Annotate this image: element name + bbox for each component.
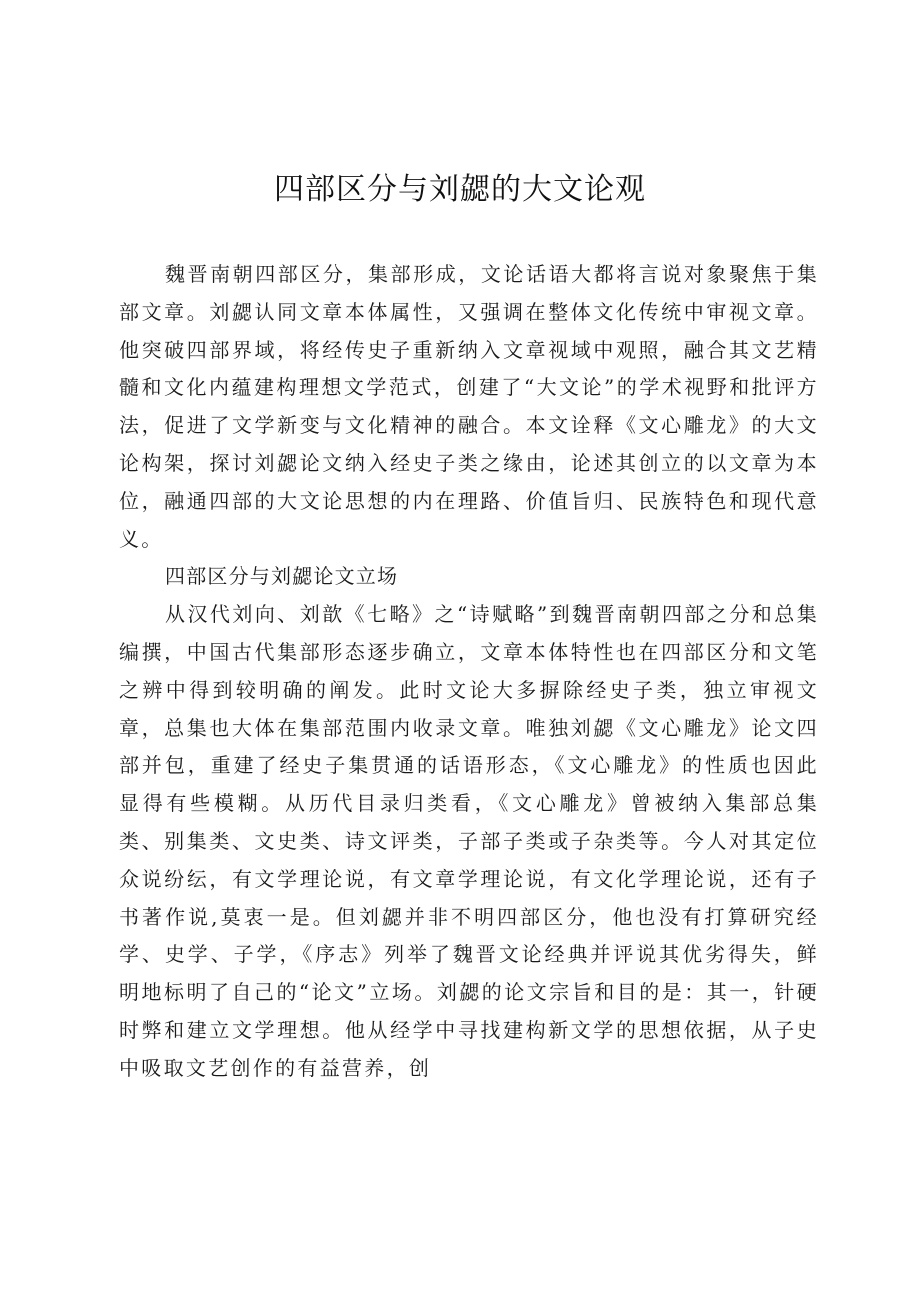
document-title: 四部区分与刘勰的大文论观 (274, 172, 646, 207)
section-heading: 四部区分与刘勰论文立场 (165, 564, 399, 589)
abstract-paragraph: 魏晋南朝四部区分，集部形成，文论话语大都将言说对象聚焦于集部文章。刘勰认同文章本体属性，又强调在整体文化传统中审视文章。他突破四部界域，将经传史子重新纳入文章视域中观照，融合其文艺精髓和文化内蕴建构理想文学范式，创建了“大文论”的学术视野和批评方法，促进了文学新变与文化精神的融合。本文诠释《文心雕龙》的大文论构架，探讨刘勰论文纳入经史子类之缘由，论述其创立的以文章为本位，融通四部的大文论思想的内在理路、价值旨归、民族特色和现代意义。 (119, 262, 819, 551)
section-body-paragraph: 从汉代刘向、刘歆《七略》之“诗赋略”到魏晋南朝四部之分和总集编撰，中国古代集部形态逐步确立，文章本体特性也在四部区分和文笔之辨中得到较明确的阐发。此时文论大多摒除经史子类，独立审视文章，总集也大体在集部范围内收录文章。唯独刘勰《文心雕龙》论文四部并包，重建了经史子集贯通的话语形态，《文心雕龙》的性质也因此显得有些模糊。从历代目录归类看，《文心雕龙》曾被纳入集部总集类、别集类、文史类、诗文评类，子部子类或子杂类等。今人对其定位众说纷纭，有文学理论说，有文章学理论说，有文化学理论说，还有子书著作说,莫衷一是。但刘勰并非不明四部区分，他也没有打算研究经学、史学、子学，《序志》列举了魏晋文论经典并评说其优劣得失，鲜明地标明了自己的“论文”立场。刘勰的论文宗旨和目的是：其一，针硬时弊和建立文学理想。他从经学中寻找建构新文学的思想依据，从子史中吸取文艺创作的有益营养，创 (119, 602, 819, 1080)
document-body (119, 256, 819, 1088)
